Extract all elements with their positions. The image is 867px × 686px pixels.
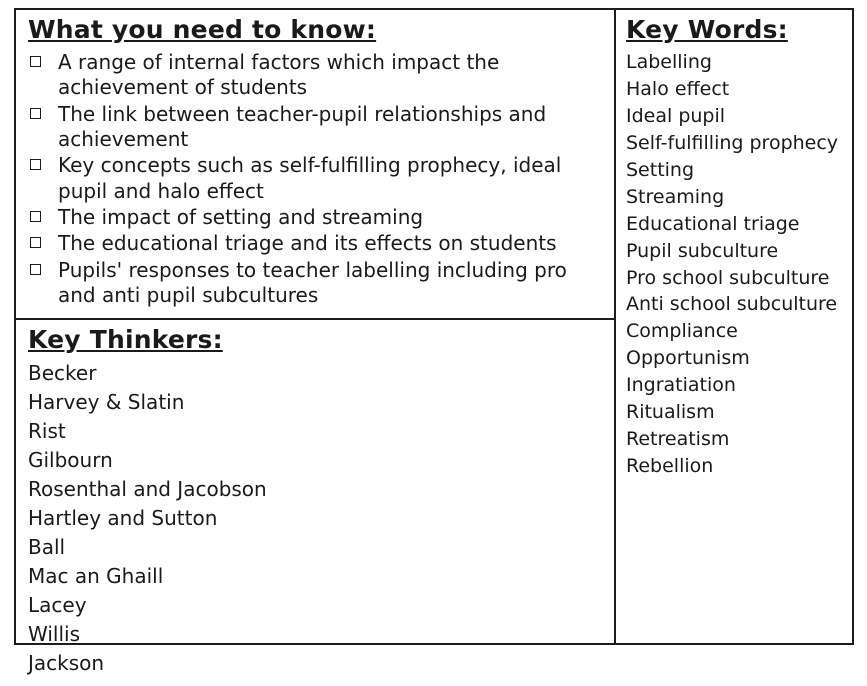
- list-item-label: The educational triage and its effects on students: [58, 231, 557, 256]
- list-item: Compliance: [626, 320, 738, 343]
- list-item: Rist: [28, 419, 66, 444]
- list-item: [28, 231, 602, 256]
- list-item: Self-fulfilling prophecy: [626, 131, 839, 154]
- key-words-box: [616, 10, 852, 643]
- list-item: Lacey: [28, 593, 87, 618]
- list-item: Rebellion: [626, 455, 714, 478]
- checkbox-icon: [30, 237, 41, 248]
- list-item: Rosenthal and Jacobson: [28, 477, 267, 502]
- list-item: [28, 50, 602, 101]
- list-item: Pro school subculture: [626, 266, 830, 289]
- list-item: [28, 258, 602, 309]
- list-item: Opportunism: [626, 347, 750, 370]
- list-item: Halo effect: [626, 77, 730, 100]
- list-item: Hartley and Sutton: [28, 506, 218, 531]
- list-item: Mac an Ghaill: [28, 564, 164, 589]
- checkbox-icon: [30, 56, 41, 67]
- what-you-need-to-know-list: [28, 50, 602, 309]
- list-item: Anti school subculture: [626, 293, 838, 316]
- list-item: Willis: [28, 622, 80, 647]
- what-you-need-to-know-heading: What you need to know:: [28, 15, 377, 44]
- key-thinkers-heading: Key Thinkers:: [28, 324, 223, 354]
- key-words-list: [626, 49, 842, 481]
- list-item: Ritualism: [626, 401, 715, 424]
- list-item: Educational triage: [626, 212, 800, 235]
- key-thinkers-list: [28, 359, 602, 678]
- list-item: [28, 205, 602, 230]
- list-item: Becker: [28, 361, 97, 386]
- list-item-label: Pupils' responses to teacher labelling including pro and anti pupil subcultures: [58, 257, 567, 308]
- list-item: Ingratiation: [626, 374, 736, 397]
- list-item-label: The impact of setting and streaming: [58, 205, 424, 230]
- list-item: Setting: [626, 158, 695, 181]
- list-item: Labelling: [626, 50, 712, 73]
- left-column: [16, 10, 616, 676]
- list-item: Streaming: [626, 185, 725, 208]
- list-item: Ideal pupil: [626, 104, 726, 127]
- list-item: Gilbourn: [28, 448, 113, 473]
- list-item-label: The link between teacher-pupil relationships and achievement: [58, 101, 547, 151]
- what-you-need-to-know-box: [16, 10, 614, 320]
- key-words-heading: Key Words:: [626, 15, 788, 44]
- list-item: Ball: [28, 535, 66, 560]
- checkbox-icon: [30, 159, 41, 170]
- list-item: Pupil subculture: [626, 239, 779, 262]
- content-frame: [14, 8, 854, 676]
- list-item-label: A range of internal factors which impact the achievement of students: [58, 49, 500, 100]
- list-item: Jackson: [28, 651, 105, 676]
- checkbox-icon: [30, 211, 41, 222]
- list-item: [28, 102, 602, 153]
- checkbox-icon: [30, 108, 41, 119]
- list-item-label: Key concepts such as self-fulfilling prophecy, ideal pupil and halo effect: [58, 153, 562, 203]
- key-thinkers-box: [16, 320, 614, 686]
- list-item: Retreatism: [626, 428, 730, 451]
- list-item: [28, 153, 602, 204]
- list-item: Harvey & Slatin: [28, 390, 185, 415]
- checkbox-icon: [30, 264, 41, 275]
